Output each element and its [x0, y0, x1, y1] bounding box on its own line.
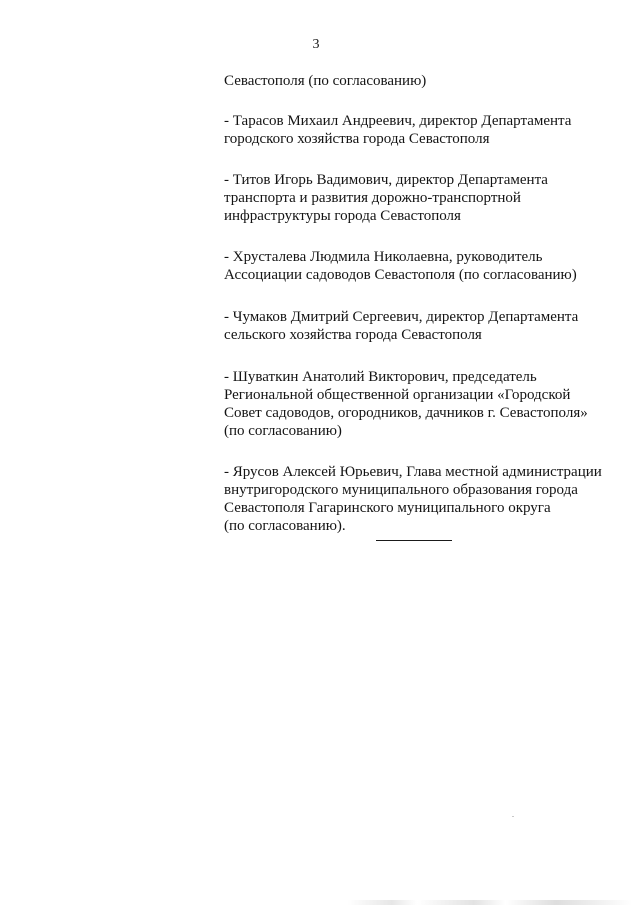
- text-line: (по согласованию).: [224, 518, 346, 534]
- text-line: сельского хозяйства города Севастополя: [224, 327, 482, 343]
- page-number: 3: [312, 37, 320, 52]
- text-line: - Тарасов Михаил Андреевич, директор Департамента: [224, 113, 572, 129]
- text-line: Совет садоводов, огородников, дачников г. Севастополя»: [224, 405, 588, 421]
- text-line: - Шуваткин Анатолий Викторович, председатель: [224, 369, 537, 385]
- member-entry-titov: [224, 171, 609, 225]
- text-line: (по согласованию): [224, 423, 342, 439]
- text-line: Региональной общественной организации «Городской: [224, 387, 571, 403]
- member-entry-tarasov: [224, 112, 609, 148]
- member-entry-chumakov: [224, 308, 609, 344]
- text-line: - Ярусов Алексей Юрьевич, Глава местной администрации: [224, 464, 602, 480]
- text-line: городского хозяйства города Севастополя: [224, 131, 490, 147]
- text-line: - Чумаков Дмитрий Сергеевич, директор Департамента: [224, 309, 579, 325]
- member-list: [224, 72, 609, 535]
- text-line: транспорта и развития дорожно-транспортной: [224, 190, 521, 206]
- scan-artifact: [512, 816, 514, 817]
- member-entry-shuvatkin: [224, 368, 609, 440]
- member-entry-yarusov: [224, 463, 609, 535]
- text-line: - Хрусталева Людмила Николаевна, руководитель: [224, 249, 543, 265]
- text-line: - Титов Игорь Вадимович, директор Департамента: [224, 172, 548, 188]
- text-line: Ассоциации садоводов Севастополя (по согласованию): [224, 267, 577, 283]
- text-line: Севастополя Гагаринского муниципального округа: [224, 500, 551, 516]
- member-entry-khrustaleva: [224, 248, 609, 284]
- continuation-paragraph: [224, 72, 609, 90]
- text-line: внутригородского муниципального образования города: [224, 482, 578, 498]
- scan-edge-artifact: [0, 900, 632, 905]
- text-line: инфраструктуры города Севастополя: [224, 208, 461, 224]
- text-line: Севастополя (по согласованию): [224, 73, 427, 89]
- closing-rule: [376, 540, 452, 541]
